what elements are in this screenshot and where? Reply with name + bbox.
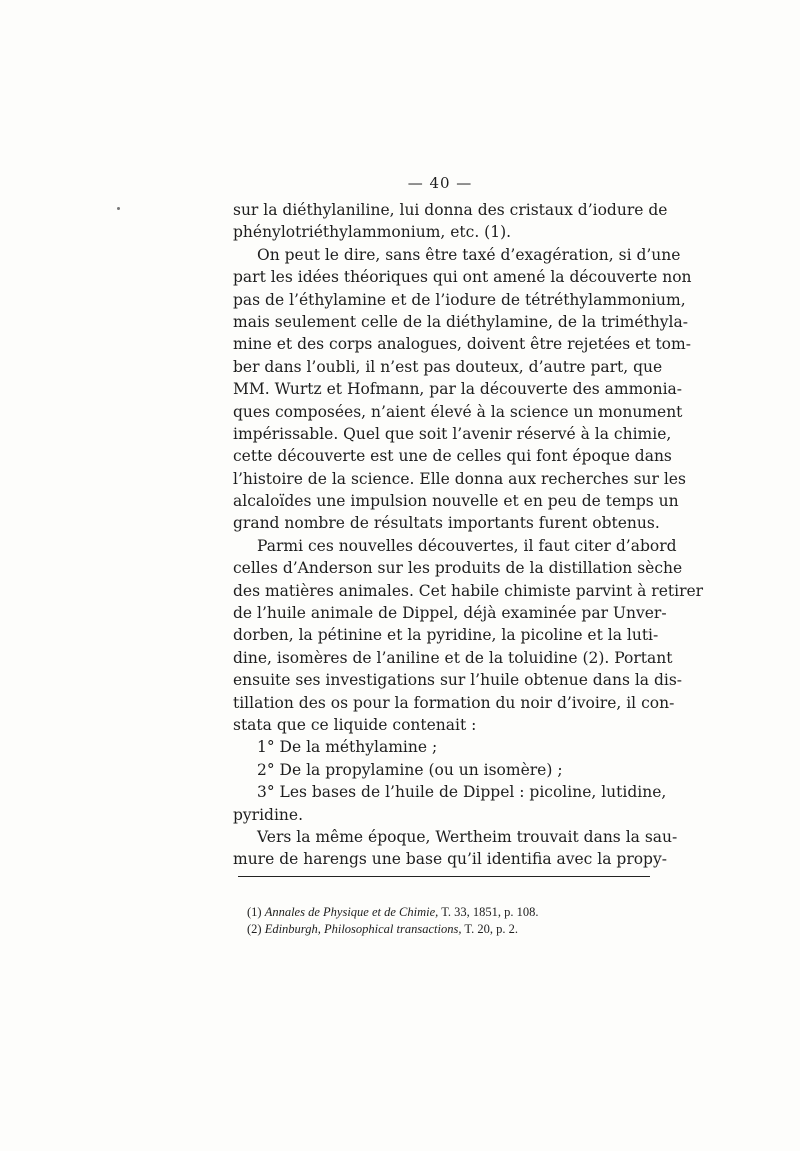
footnote-mark: (1) <box>247 905 262 919</box>
text-line: part les idées théoriques qui ont amené la découverte non <box>233 268 692 287</box>
footnote-mark: (2) <box>247 922 262 936</box>
text-line: alcaloïdes une impulsion nouvelle et en peu de temps un <box>233 492 679 511</box>
text-line: phénylotriéthylammonium, etc. (1). <box>233 223 512 242</box>
text-line: de l’huile animale de Dippel, déjà examinée par Unver- <box>233 604 667 623</box>
text-line: ques composées, n’aient élevé à la science un monument <box>233 402 683 421</box>
list-item: 2° De la propylamine (ou un isomère) ; <box>257 760 563 779</box>
text-line: Vers la même époque, Wertheim trouvait dans la sau- <box>257 827 678 846</box>
list-item: 3° Les bases de l’huile de Dippel : picoline, lutidine, <box>257 783 667 802</box>
text-line: celles d’Anderson sur les produits de la distillation sèche <box>233 559 683 578</box>
text-line: mure de harengs une base qu’il identifia avec la propy- <box>233 850 667 869</box>
text-line: pas de l’éthylamine et de l’iodure de tétréthylammonium, <box>233 290 686 309</box>
text-line: impérissable. Quel que soit l’avenir réservé à la chimie, <box>233 424 672 443</box>
text-line: mine et des corps analogues, doivent être rejetées et tom- <box>233 335 691 354</box>
text-line: stata que ce liquide contenait : <box>233 715 477 734</box>
text-line: des matières animales. Cet habile chimiste parvint à retirer <box>233 581 704 600</box>
text-line: pyridine. <box>233 805 304 824</box>
footnote-reference: T. 20, p. 2. <box>464 922 518 936</box>
footnote-source: Annales de Physique et de Chimie, <box>264 905 439 919</box>
footnote <box>247 921 647 938</box>
text-line: ensuite ses investigations sur l’huile obtenue dans la dis- <box>233 671 683 690</box>
footnote-divider <box>238 876 650 877</box>
text-line: cette découverte est une de celles qui font époque dans <box>233 447 672 466</box>
footnote-source: Edinburgh, Philosophical transactions, <box>264 922 462 936</box>
text-line: l’histoire de la science. Elle donna aux recherches sur les <box>233 469 686 488</box>
list-item: 1° De la méthylamine ; <box>257 738 438 757</box>
text-line: tillation des os pour la formation du noir d’ivoire, il con- <box>233 693 675 712</box>
text-line: sur la diéthylaniline, lui donna des cristaux d’iodure de <box>233 201 668 219</box>
text-line: On peut le dire, sans être taxé d’exagération, si d’une <box>257 245 681 264</box>
page-number: — 40 — <box>407 174 473 192</box>
footnote <box>247 904 647 921</box>
text-line: dine, isomères de l’aniline et de la toluidine (2). Portant <box>233 648 673 667</box>
body-text <box>233 199 704 871</box>
footnote-reference: T. 33, 1851, p. 108. <box>441 905 539 919</box>
text-line: grand nombre de résultats importants furent obtenus. <box>233 514 660 533</box>
paper-speck <box>117 207 120 210</box>
footnotes <box>247 904 647 938</box>
text-line: Parmi ces nouvelles découvertes, il faut citer d’abord <box>257 536 677 555</box>
text-line: MM. Wurtz et Hofmann, par la découverte des ammonia- <box>233 380 683 399</box>
text-line: mais seulement celle de la diéthylamine, de la triméthyla- <box>233 312 688 331</box>
text-line: dorben, la pétinine et la pyridine, la picoline et la luti- <box>233 626 659 645</box>
text-line: ber dans l’oubli, il n’est pas douteux, d’autre part, que <box>233 357 663 376</box>
